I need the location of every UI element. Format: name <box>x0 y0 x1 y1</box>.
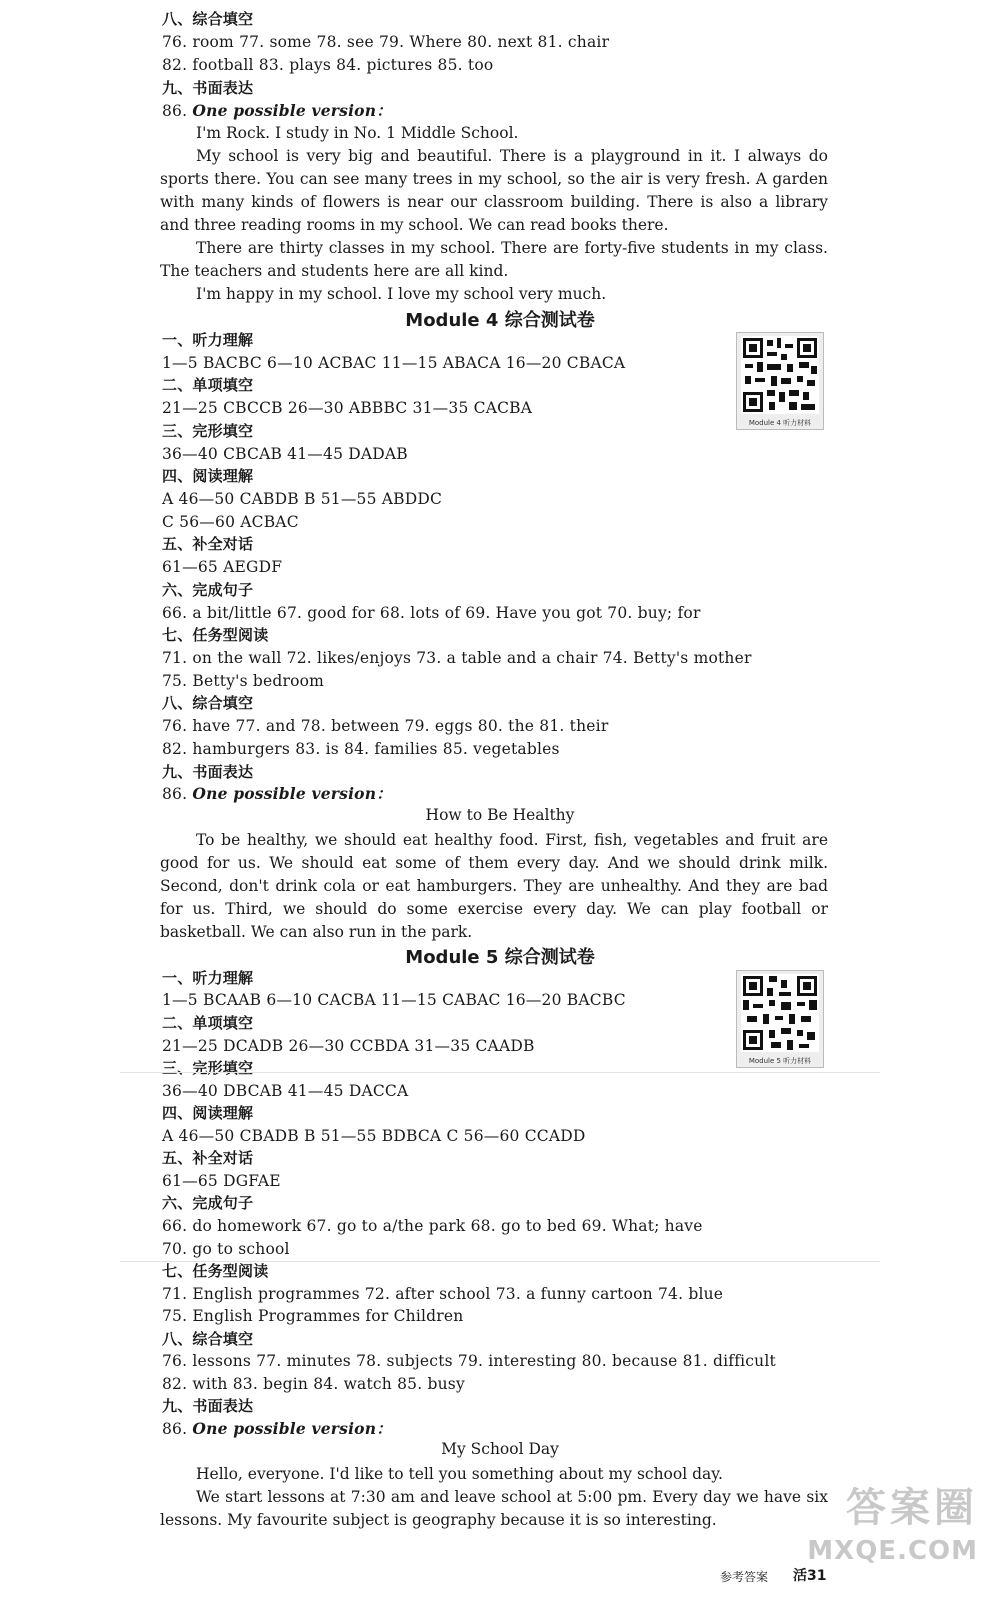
answer-line: 36—40 CBCAB 41—45 DADAB <box>162 445 408 463</box>
section-heading: 四、阅读理解 <box>162 1104 254 1122</box>
qr-code-icon[interactable] <box>736 332 824 430</box>
answer-line: 21—25 DCADB 26—30 CCBDA 31—35 CAADB <box>162 1037 535 1055</box>
answer-line: 71. English programmes 72. after school 73. a funny cartoon 74. blue <box>162 1285 724 1303</box>
answer-line: 21—25 CBCCB 26—30 ABBBC 31—35 CACBA <box>162 399 533 417</box>
section-heading: 八、综合填空 <box>162 1330 254 1348</box>
essay-paragraph: Hello, everyone. I'd like to tell you something about my school day. <box>196 1465 723 1483</box>
essay-paragraph: I'm Rock. I study in No. 1 Middle School. <box>196 124 519 142</box>
footer-label: 参考答案 <box>720 1570 769 1584</box>
qr-caption: Module 4 听力材料 <box>748 419 812 427</box>
module-5-title: Module 5 综合测试卷 <box>405 947 595 968</box>
essay-paragraph: My school is very big and beautiful. There is a playground in it. I always do sports there. You can see many trees in my school, so the air is very fresh. A garden with many kinds of flowers is near our classroom building. There is also a library and three reading rooms in my school. We can read books there. <box>160 147 828 234</box>
section-heading: 六、完成句子 <box>162 1194 254 1212</box>
section-heading: 一、听力理解 <box>162 969 254 987</box>
answer-line: 76. have 77. and 78. between 79. eggs 80. the 81. their <box>162 717 609 735</box>
essay-paragraph: There are thirty classes in my school. There are forty-five students in my class. The teachers and students here are all kind. <box>160 239 828 280</box>
answer-line: 1—5 BCAAB 6—10 CACBA 11—15 CABAC 16—20 BACBC <box>162 991 626 1009</box>
answer-line: 75. English Programmes for Children <box>162 1307 464 1325</box>
version-label: One possible version： <box>192 101 392 120</box>
watermark-text: 答案圈 <box>846 1485 978 1531</box>
sample-essay <box>160 1463 828 1532</box>
section-heading: 五、补全对话 <box>162 1149 254 1167</box>
section-heading: 九、书面表达 <box>162 763 254 781</box>
section-heading: 六、完成句子 <box>162 581 254 599</box>
answer-line: 82. football 83. plays 84. pictures 85. too <box>162 56 494 74</box>
answer-line: 36—40 DBCAB 41—45 DACCA <box>162 1082 409 1100</box>
answer-line: 76. room 77. some 78. see 79. Where 80. next 81. chair <box>162 33 610 51</box>
qr-caption: Module 5 听力材料 <box>748 1057 812 1065</box>
section-heading: 八、综合填空 <box>162 10 254 28</box>
qr-code-graphic <box>741 974 819 1052</box>
question-number: 86. <box>162 1420 188 1438</box>
section-heading: 三、完形填空 <box>162 422 254 440</box>
sample-essay <box>160 829 828 944</box>
qr-code-icon[interactable] <box>736 970 824 1068</box>
answer-line: 82. with 83. begin 84. watch 85. busy <box>162 1375 465 1393</box>
answer-line: A 46—50 CABDB B 51—55 ABDDC <box>162 490 443 508</box>
qr-code-graphic <box>741 336 819 414</box>
answer-line: 76. lessons 77. minutes 78. subjects 79. interesting 80. because 81. difficult <box>162 1352 776 1370</box>
writing-label <box>162 100 392 122</box>
answer-line: 75. Betty's bedroom <box>162 672 325 690</box>
answer-line: 61—65 AEGDF <box>162 558 283 576</box>
section-heading: 七、任务型阅读 <box>162 1262 269 1280</box>
answer-line: C 56—60 ACBAC <box>162 513 299 531</box>
scan-divider <box>120 1072 880 1073</box>
page-number: 活31 <box>793 1568 827 1584</box>
watermark-url: MXQE.COM <box>807 1536 978 1566</box>
question-number: 86. <box>162 102 188 120</box>
question-number: 86. <box>162 785 188 803</box>
writing-label <box>162 1418 392 1440</box>
watermark-logo <box>778 1482 978 1592</box>
section-heading: 二、单项填空 <box>162 1014 254 1032</box>
writing-label <box>162 783 392 805</box>
essay-title: How to Be Healthy <box>425 806 575 824</box>
section-heading: 五、补全对话 <box>162 535 254 553</box>
section-heading: 三、完形填空 <box>162 1059 254 1077</box>
answer-line: A 46—50 CBADB B 51—55 BDBCA C 56—60 CCADD <box>162 1127 586 1145</box>
essay-paragraph: We start lessons at 7:30 am and leave school at 5:00 pm. Every day we have six lessons. My favourite subject is geography because it is so interesting. <box>160 1488 828 1529</box>
answer-line: 66. do homework 67. go to a/the park 68. go to bed 69. What; have <box>162 1217 703 1235</box>
answer-line: 70. go to school <box>162 1240 290 1258</box>
essay-paragraph: I'm happy in my school. I love my school very much. <box>196 285 607 303</box>
section-heading: 九、书面表达 <box>162 79 254 97</box>
module-4-title: Module 4 综合测试卷 <box>405 310 595 331</box>
section-heading: 二、单项填空 <box>162 376 254 394</box>
section-heading: 七、任务型阅读 <box>162 626 269 644</box>
answer-line: 1—5 BACBC 6—10 ACBAC 11—15 ABACA 16—20 CBACA <box>162 354 626 372</box>
version-label: One possible version： <box>192 1419 392 1438</box>
answer-line: 82. hamburgers 83. is 84. families 85. vegetables <box>162 740 560 758</box>
answer-line: 71. on the wall 72. likes/enjoys 73. a table and a chair 74. Betty's mother <box>162 649 752 667</box>
section-heading: 八、综合填空 <box>162 694 254 712</box>
section-heading: 一、听力理解 <box>162 331 254 349</box>
essay-paragraph: To be healthy, we should eat healthy food. First, fish, vegetables and fruit are good for us. We should eat some of them every day. And we should drink milk. Second, don't drink cola or eat hamburgers. They are unhealthy. And they are bad for us. Third, we should do some exercise every day. We can play football or basketball. We can also run in the park. <box>160 831 828 941</box>
sample-essay <box>160 122 828 306</box>
answer-line: 66. a bit/little 67. good for 68. lots of 69. Have you got 70. buy; for <box>162 604 701 622</box>
section-heading: 九、书面表达 <box>162 1397 254 1415</box>
answer-line: 61—65 DGFAE <box>162 1172 281 1190</box>
section-heading: 四、阅读理解 <box>162 467 254 485</box>
version-label: One possible version： <box>192 784 392 803</box>
essay-title: My School Day <box>441 1440 559 1458</box>
